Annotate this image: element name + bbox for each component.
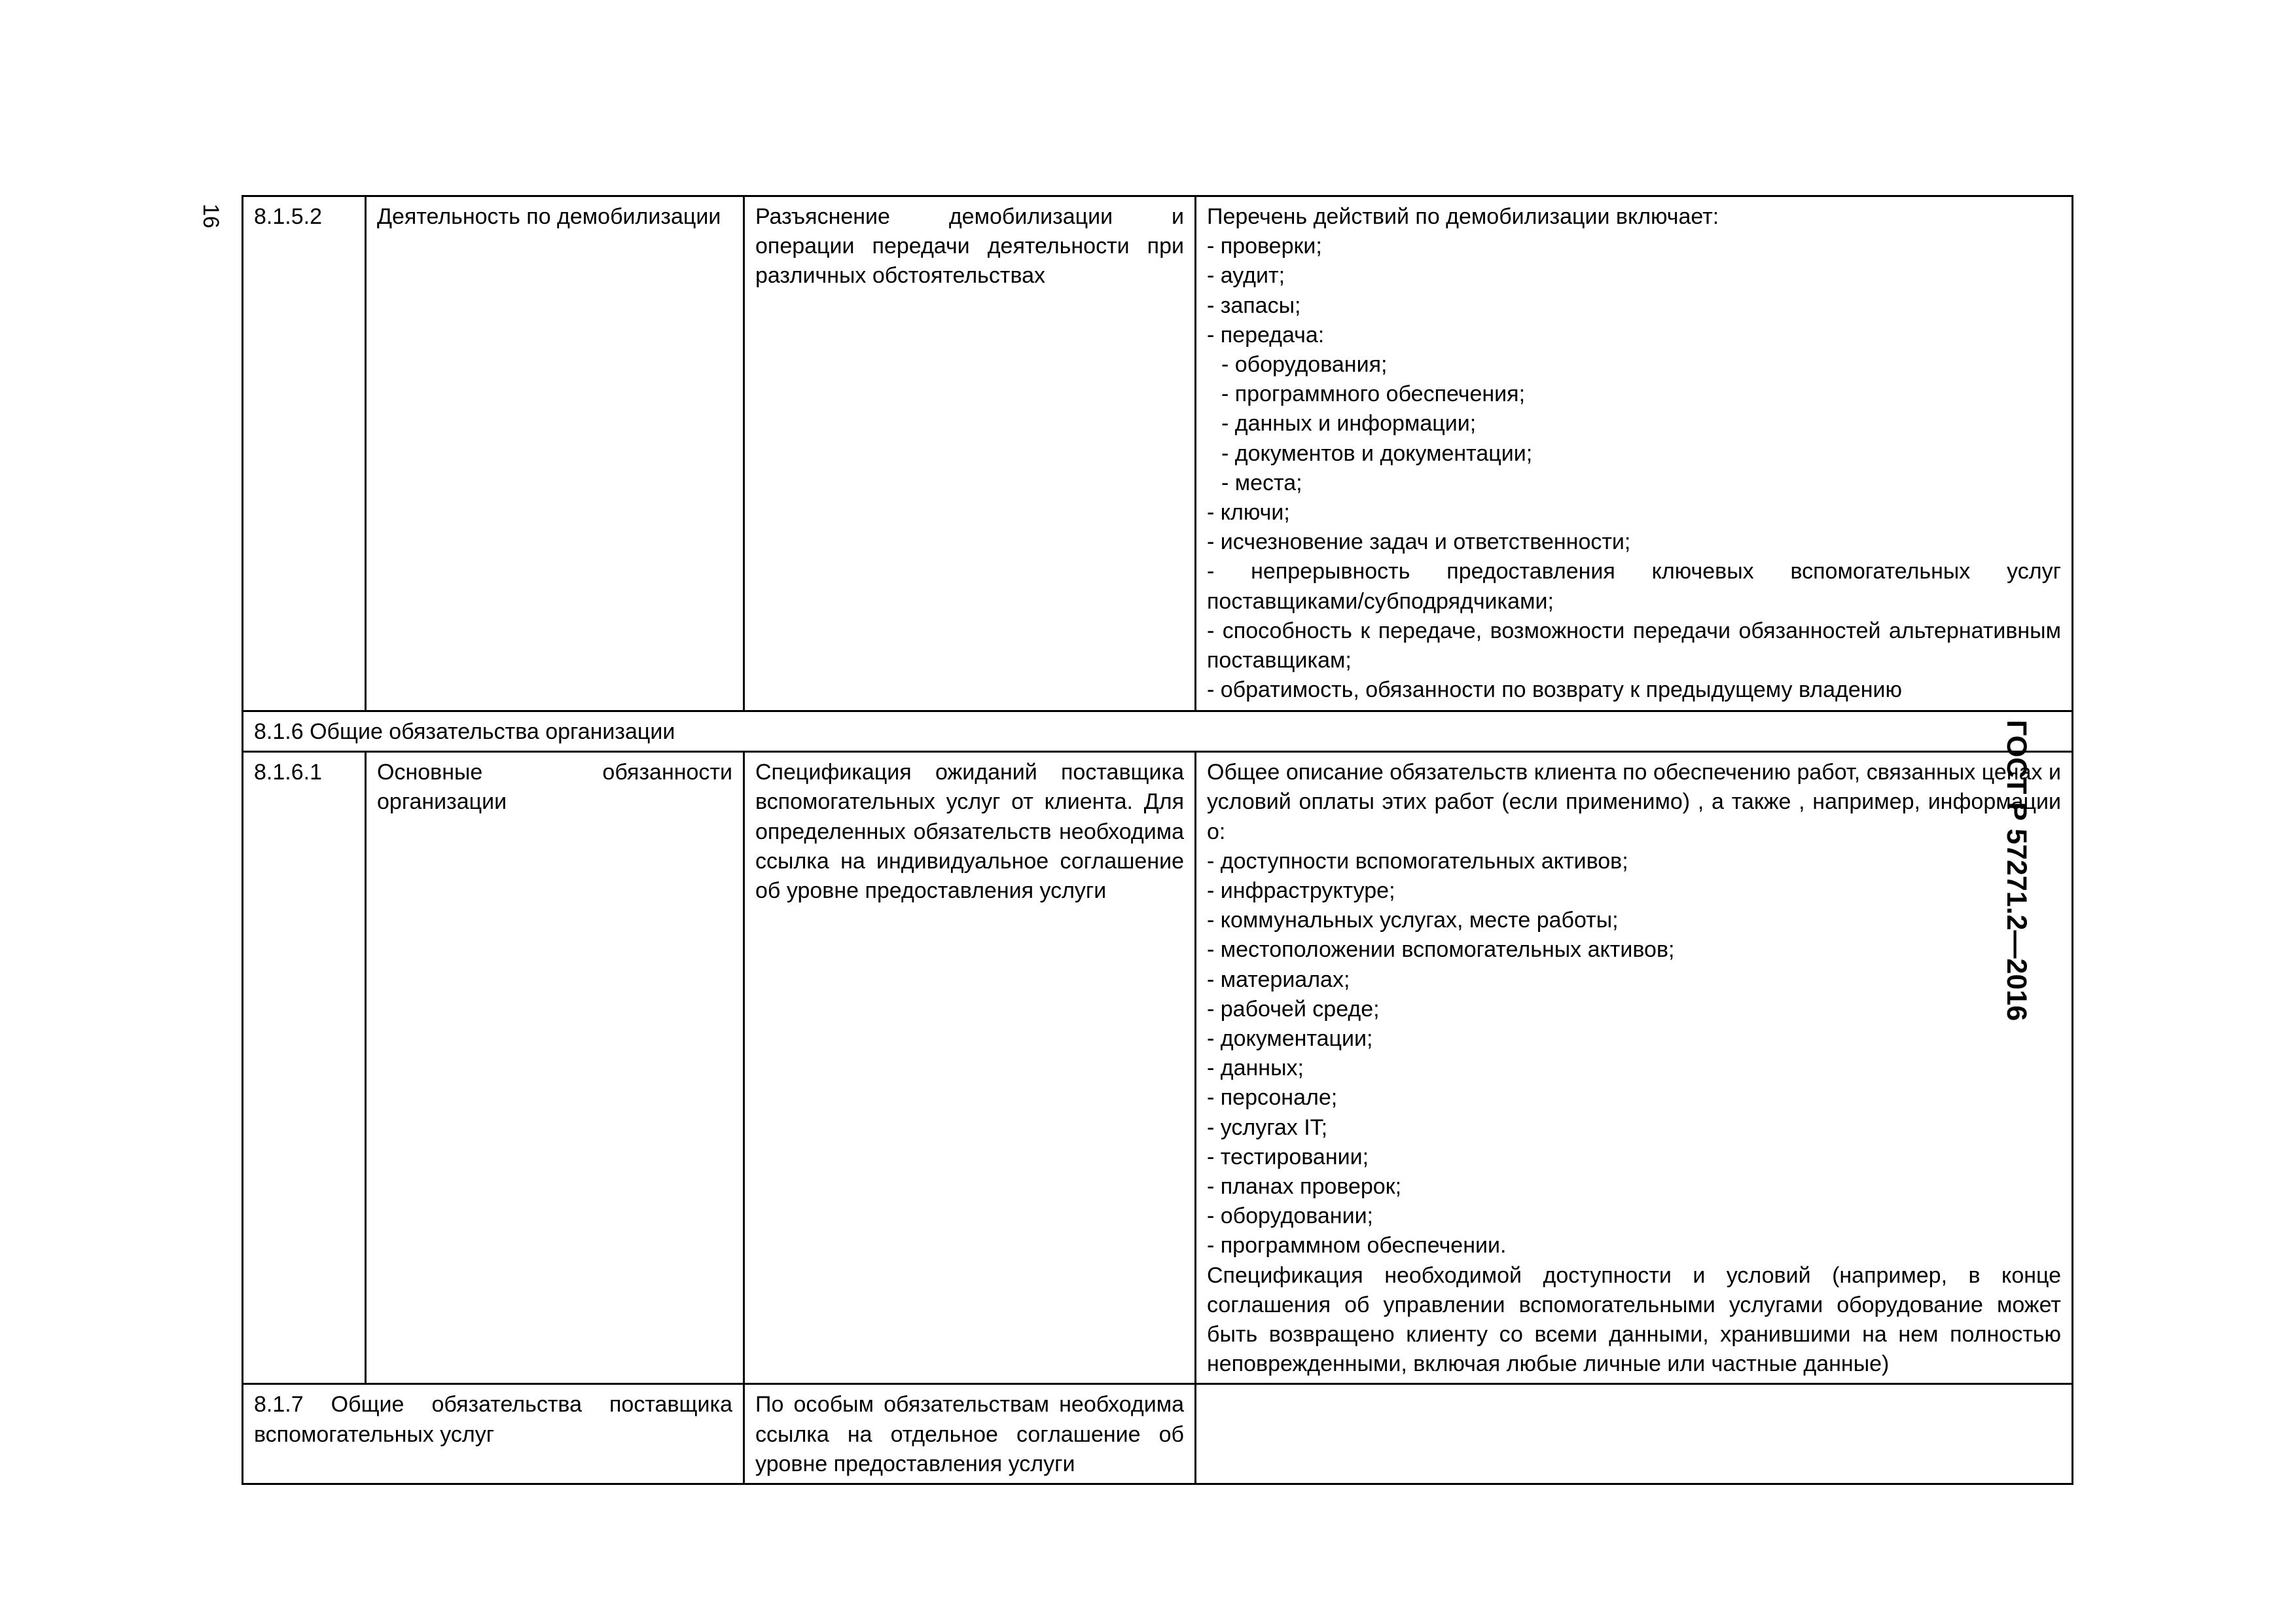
list-subitem: - данных и информации; xyxy=(1221,411,1477,437)
details-intro: Перечень действий по демобилизации включает: xyxy=(1207,204,1719,229)
section-heading: 8.1.6 Общие обязательства организации xyxy=(243,711,2073,752)
list-item: - ключи; xyxy=(1207,500,1290,526)
list-item: - доступности вспомогательных активов; xyxy=(1207,848,1628,874)
list-item: - материалах; xyxy=(1207,967,1350,992)
list-subitem: - места; xyxy=(1221,470,1302,495)
list-item: - данных; xyxy=(1207,1056,1304,1081)
list-item: - тестировании; xyxy=(1207,1144,1369,1169)
requirements-table xyxy=(242,195,2073,1485)
list-subitem: - документов и документации; xyxy=(1221,440,1533,466)
list-item: - инфраструктуре; xyxy=(1207,878,1395,904)
list-item: - услугах IT; xyxy=(1207,1115,1328,1140)
cell-description: Спецификация ожиданий поставщика вспомогательных услуг от клиента. Для определенных обязательств необходима ссылка на индивидуальное соглашение об уровне предоставления услуги xyxy=(744,752,1196,1384)
list-item: - планах проверок; xyxy=(1207,1174,1402,1200)
list-subitem: - программного обеспечения; xyxy=(1221,382,1526,407)
list-item: - аудит; xyxy=(1207,263,1285,289)
list-item: - персонале; xyxy=(1207,1085,1338,1111)
table-row xyxy=(243,711,2073,752)
details-outro: Спецификация необходимой доступности и условий (например, в конце соглашения об управлении вспомогательными услугами оборудование может быть возвращено клиенту со всеми данными, хранившими на нем полностью неповрежденными, включая любые личные или частные данные) xyxy=(1207,1262,2061,1377)
table-row xyxy=(243,196,2073,711)
table-row xyxy=(243,1384,2073,1484)
cell-number: 8.1.5.2 xyxy=(243,196,366,711)
list-item: - проверки; xyxy=(1207,234,1322,259)
list-item: - передача: xyxy=(1207,322,1325,348)
list-item: - коммунальных услугах, месте работы; xyxy=(1207,908,1619,933)
list-item: - оборудовании; xyxy=(1207,1204,1374,1229)
list-item: - документации; xyxy=(1207,1026,1373,1052)
cell-description: Разъяснение демобилизации и операции передачи деятельности при различных обстоятельствах xyxy=(744,196,1196,711)
list-item: - программном обеспечении. xyxy=(1207,1233,1507,1258)
cell-number: 8.1.6.1 xyxy=(243,752,366,1384)
list-item: - обратимость, обязанности по возврату к предыдущему владению xyxy=(1207,677,1903,703)
cell-activity-name: Основные обязанности организации xyxy=(366,752,744,1384)
list-item: - рабочей среде; xyxy=(1207,996,1380,1022)
cell-details xyxy=(1196,1384,2073,1484)
cell-description: По особым обязательствам необходима ссылка на отдельное соглашение об уровне предоставления услуги xyxy=(744,1384,1196,1484)
page-number: 16 xyxy=(198,204,223,228)
list-item: - местоположении вспомогательных активов; xyxy=(1207,937,1675,963)
cell-details xyxy=(1196,196,2073,711)
table-row xyxy=(243,752,2073,1384)
list-item: - запасы; xyxy=(1207,293,1301,318)
list-item: - непрерывность предоставления ключевых вспомогательных услуг поставщиками/субподрядчиками; xyxy=(1207,559,2061,614)
document-code: ГОСТ Р 57271.2—2016 xyxy=(2001,720,2032,1022)
list-subitem: - оборудования; xyxy=(1221,352,1388,378)
cell-details xyxy=(1196,752,2073,1384)
cell-activity-name: Деятельность по демобилизации xyxy=(366,196,744,711)
cell-supplier-obligations: 8.1.7 Общие обязательства поставщика вспомогательных услуг xyxy=(243,1384,744,1484)
list-item: - исчезновение задач и ответственности; xyxy=(1207,529,1631,555)
details-intro: Общее описание обязательств клиента по обеспечению работ, связанных ценах и условий оплаты этих работ (если применимо) , а также , например, информации о: xyxy=(1207,760,2061,844)
list-item: - способность к передаче, возможности передачи обязанностей альтернативным поставщикам; xyxy=(1207,618,2061,673)
